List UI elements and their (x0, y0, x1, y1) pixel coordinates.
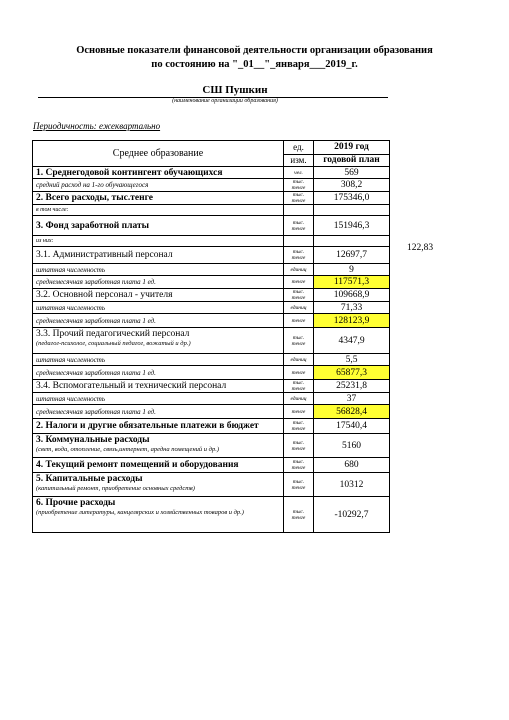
row-label: штатная численность (33, 264, 284, 276)
row-unit: тыс. тенге (284, 419, 314, 434)
row-unit: единиц (284, 302, 314, 314)
row-unit: тыс. тенге (284, 458, 314, 473)
row-value: 109668,9 (314, 289, 390, 302)
table-row (33, 314, 390, 328)
row-unit: единиц (284, 354, 314, 366)
table-row (33, 192, 390, 205)
column-header-label: Среднее образование (33, 141, 284, 167)
row-label: 3. Коммунальные расходы (36, 435, 150, 445)
row-unit: тыс. тенге (284, 328, 314, 354)
row-unit (284, 205, 314, 216)
column-header-plan: годовой план (314, 155, 390, 167)
row-label: 3. Фонд заработной платы (33, 216, 284, 236)
table-row (33, 405, 390, 419)
table-row (33, 276, 390, 289)
table-row (33, 380, 390, 393)
row-value: 37 (314, 393, 390, 405)
row-unit: тыс. тенге (284, 192, 314, 205)
row-label: штатная численность (33, 354, 284, 366)
table-row (33, 205, 390, 216)
row-label-group (33, 497, 284, 533)
row-label: среднемесячная заработная плата 1 ед. (33, 276, 284, 289)
row-value: 5160 (314, 434, 390, 458)
row-label: 3.3. Прочий педагогический персонал (36, 329, 190, 339)
document-title (0, 44, 509, 72)
row-sublabel: (педагог-психолог, социальный педагог, вожатый и др.) (36, 340, 191, 347)
row-value: 10312 (314, 473, 390, 497)
row-unit: тыс. тенге (284, 380, 314, 393)
row-value: 680 (314, 458, 390, 473)
row-label: 2. Налоги и другие обязательные платежи в бюджет (33, 419, 284, 434)
table-row (33, 419, 390, 434)
row-label: 5. Капитальные расходы (36, 474, 143, 484)
row-unit: чел. (284, 167, 314, 179)
table-row (33, 179, 390, 192)
row-unit: тенге (284, 405, 314, 419)
row-label: 1. Среднегодовой контингент обучающихся (33, 167, 284, 179)
table-row (33, 264, 390, 276)
row-unit: тыс. тенге (284, 289, 314, 302)
row-value (314, 205, 390, 216)
row-label-group (33, 328, 284, 354)
row-value: 9 (314, 264, 390, 276)
row-label: штатная численность (33, 393, 284, 405)
row-value: 5,5 (314, 354, 390, 366)
row-unit: тыс. тенге (284, 179, 314, 192)
table-row (33, 434, 390, 458)
table-row (33, 473, 390, 497)
row-label: 3.1. Административный персонал (33, 247, 284, 264)
title-line-1: Основные показатели финансовой деятельности организации образования (76, 45, 433, 56)
table-row (33, 302, 390, 314)
row-unit: тыс. тенге (284, 434, 314, 458)
row-value-highlighted: 65877,3 (314, 366, 390, 380)
table-row (33, 497, 390, 533)
row-label-group (33, 473, 284, 497)
row-unit: тыс. тенге (284, 473, 314, 497)
row-value: 12697,7 (314, 247, 390, 264)
table-row (33, 393, 390, 405)
row-unit: тенге (284, 276, 314, 289)
row-unit (284, 236, 314, 247)
row-sublabel: (свет, вода, отопление, связь,интернет, аредна помещений и др.) (36, 446, 219, 453)
column-header-year: 2019 год (314, 141, 390, 155)
row-unit: тыс. тенге (284, 216, 314, 236)
row-sublabel: (капитальный ремонт, приобретение основных средств) (36, 485, 195, 492)
row-label: 6. Прочие расходы (36, 498, 116, 508)
table-row (33, 216, 390, 236)
row-label: 4. Текущий ремонт помещений и оборудования (33, 458, 284, 473)
row-label: в том числе: (33, 205, 284, 216)
table-row (33, 366, 390, 380)
table-row (33, 354, 390, 366)
row-label: средний расход на 1-го обучающегося (33, 179, 284, 192)
row-value: 17540,4 (314, 419, 390, 434)
row-value: 175346,0 (314, 192, 390, 205)
row-value: 308,2 (314, 179, 390, 192)
organization-caption: (наименование организации образования) (172, 98, 278, 104)
row-label: 3.2. Основной персонал - учителя (33, 289, 284, 302)
row-unit: тенге (284, 366, 314, 380)
table-row (33, 328, 390, 354)
row-value-highlighted: 117571,3 (314, 276, 390, 289)
row-label: среднемесячная заработная плата 1 ед. (33, 366, 284, 380)
row-unit: тенге (284, 314, 314, 328)
row-unit: единиц (284, 393, 314, 405)
table-row (33, 167, 390, 179)
table-row (33, 236, 390, 247)
periodicity-label: Периодичность: ежеквартально (33, 121, 161, 131)
table-row (33, 289, 390, 302)
row-unit: тыс. тенге (284, 247, 314, 264)
row-value: 71,33 (314, 302, 390, 314)
column-header-unit-line1: ед. (284, 141, 314, 155)
financial-table (32, 140, 390, 533)
row-label: среднемесячная заработная плата 1 ед. (33, 314, 284, 328)
table-row (33, 458, 390, 473)
row-label: из них: (33, 236, 284, 247)
row-value: 569 (314, 167, 390, 179)
row-value-highlighted: 128123,9 (314, 314, 390, 328)
row-value-highlighted: 56828,4 (314, 405, 390, 419)
row-label-group (33, 434, 284, 458)
row-label: среднемесячная заработная плата 1 ед. (33, 405, 284, 419)
row-value: -10292,7 (314, 497, 390, 533)
organization-name: СШ Пушкин (202, 84, 268, 96)
row-label: 3.4. Вспомогательный и технический персонал (33, 380, 284, 393)
row-value: 25231,8 (314, 380, 390, 393)
row-value: 4347,9 (314, 328, 390, 354)
row-unit: единиц (284, 264, 314, 276)
row-value (314, 236, 390, 247)
row-label: 2. Всего расходы, тыс.тенге (33, 192, 284, 205)
column-header-unit-line2: изм. (284, 155, 314, 167)
title-line-2: по состоянию на "_01__"_января___2019_г. (151, 59, 358, 70)
side-value: 122,83 (407, 243, 434, 253)
row-value: 151946,3 (314, 216, 390, 236)
row-sublabel: (приобретение литературы, канцелярских и хозяйственных товаров и др.) (36, 509, 244, 516)
row-label: штатная численность (33, 302, 284, 314)
row-unit: тыс. тенге (284, 497, 314, 533)
table-row (33, 247, 390, 264)
